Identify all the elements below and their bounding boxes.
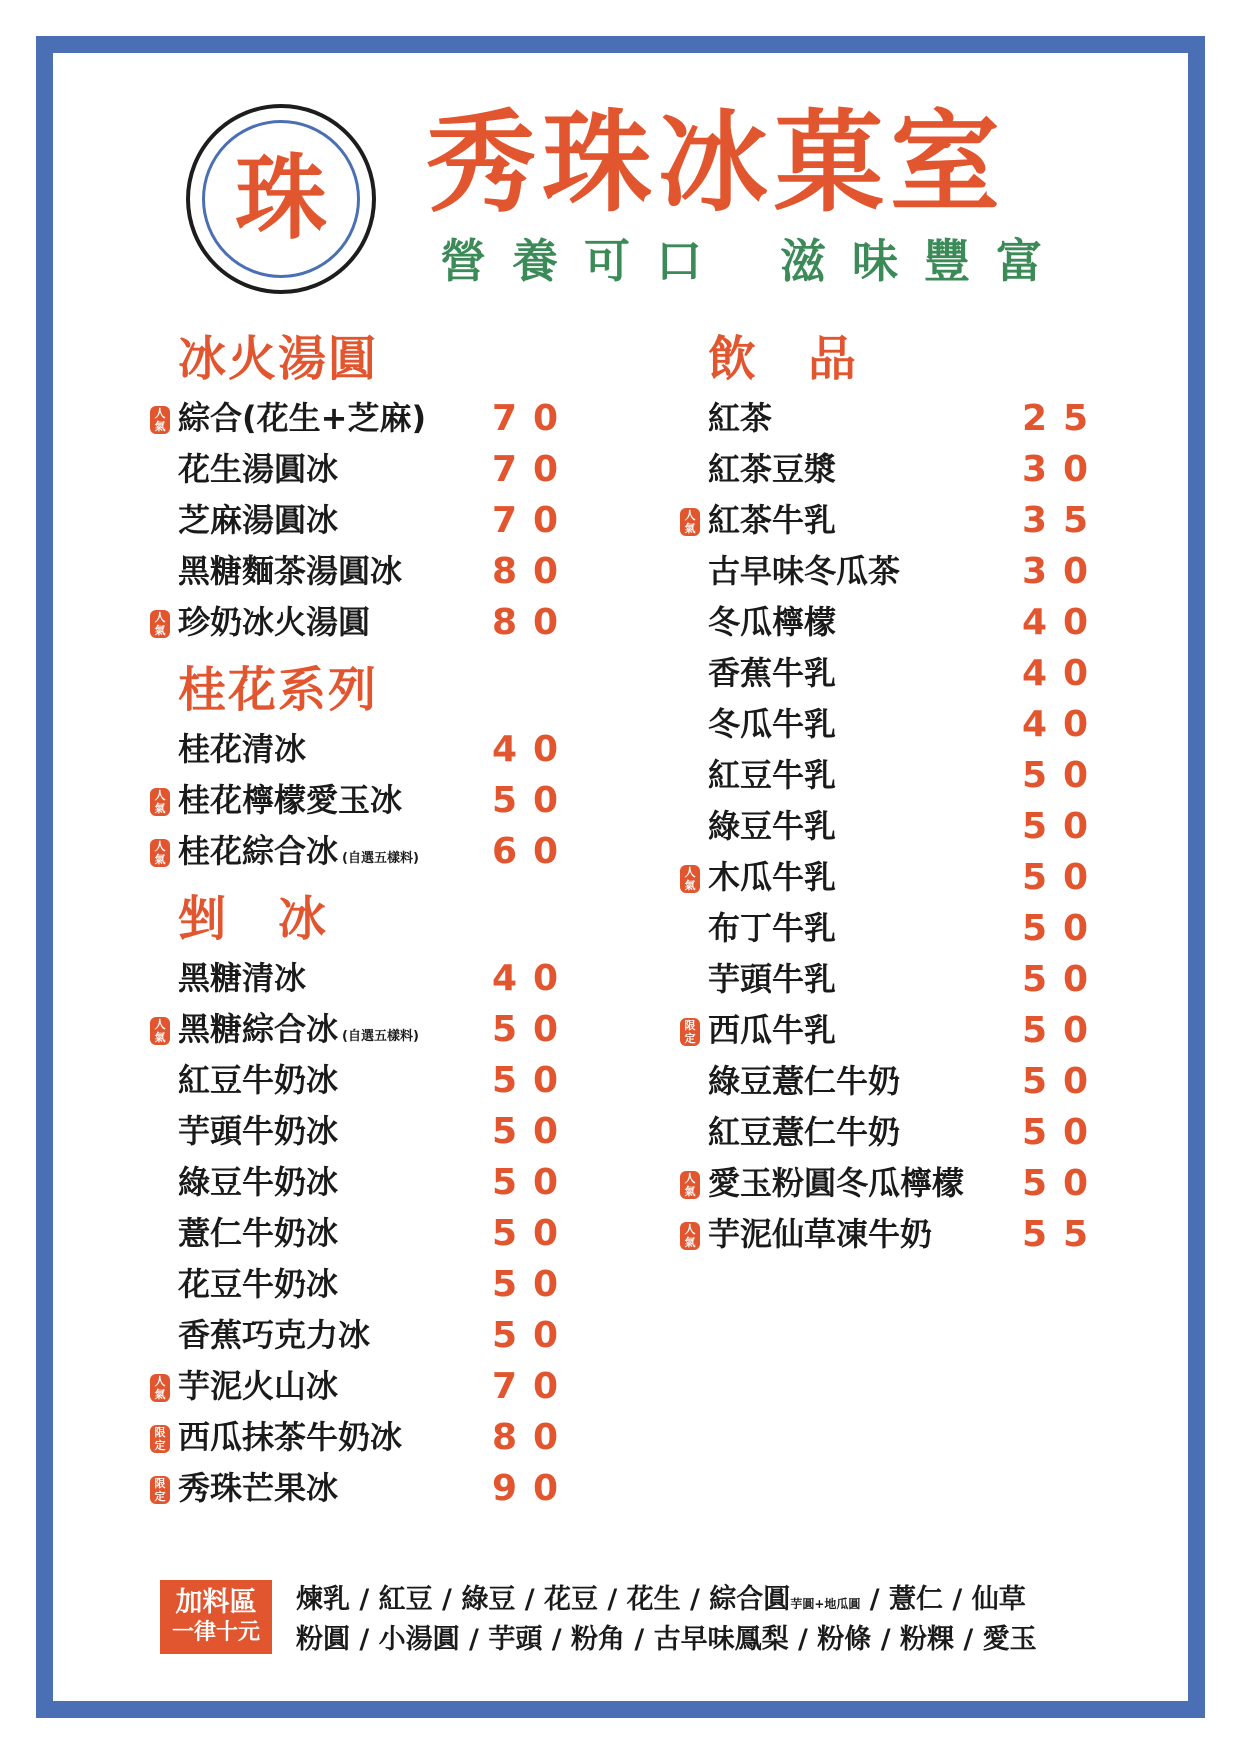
menu-item [680, 1056, 1105, 1107]
menu-item-name-text: 紅豆薏仁牛奶 [708, 1113, 901, 1151]
menu-item-name-text: 古早味冬瓜茶 [708, 552, 901, 590]
menu-item-name [178, 546, 402, 597]
menu-item [680, 1005, 1105, 1056]
menu-item [680, 495, 1105, 546]
addon-list [296, 1582, 1096, 1658]
menu-item [150, 1259, 575, 1310]
menu-item-name-text: 木瓜牛乳 [708, 858, 837, 896]
menu-item-price: 50 [492, 1009, 575, 1050]
menu-item [150, 495, 575, 546]
menu-item-name [178, 826, 419, 884]
section-title-shaved-ice: 剉 冰 [178, 891, 329, 947]
menu-item-price: 70 [492, 398, 575, 439]
menu-item-price: 50 [1022, 1112, 1105, 1153]
menu-item-name [178, 1412, 402, 1463]
popular-badge: 人 氣 [150, 1017, 170, 1045]
section-title-tangyuan: 冰火湯圓 [178, 331, 379, 387]
menu-item-name-text: 芋頭牛奶冰 [178, 1112, 339, 1150]
limited-badge: 限 定 [150, 1425, 170, 1453]
menu-item-name-text: 花生湯圓冰 [178, 450, 339, 488]
menu-item-name-text: 綠豆薏仁牛奶 [708, 1062, 901, 1100]
menu-item [680, 1107, 1105, 1158]
menu-item [150, 546, 575, 597]
menu-item-name [178, 1463, 338, 1514]
menu-item-name-text: 香蕉巧克力冰 [178, 1316, 371, 1354]
popular-badge: 人 氣 [680, 1222, 700, 1250]
menu-item-name [708, 393, 772, 444]
menu-item-price: 40 [1022, 704, 1105, 745]
menu-item-name [178, 953, 306, 1004]
menu-item-name [708, 546, 900, 597]
menu-item-name-text: 西瓜牛乳 [708, 1011, 837, 1049]
popular-badge: 人 氣 [680, 1171, 700, 1199]
menu-item-name-text: 桂花綜合冰 [178, 832, 339, 870]
menu-item [150, 1361, 575, 1412]
menu-item-price: 25 [1022, 398, 1105, 439]
menu-item-name [708, 750, 836, 801]
menu-item [680, 546, 1105, 597]
menu-item-name-text: 薏仁牛奶冰 [178, 1214, 339, 1252]
menu-item [680, 597, 1105, 648]
limited-badge: 限 定 [150, 1476, 170, 1504]
popular-badge: 人 氣 [680, 508, 700, 536]
menu-item-name [178, 495, 338, 546]
menu-item [680, 801, 1105, 852]
menu-item [680, 393, 1105, 444]
menu-item [150, 724, 575, 775]
menu-item-name-text: 芝麻湯圓冰 [178, 501, 339, 539]
menu-item-price: 40 [1022, 602, 1105, 643]
popular-badge: 人 氣 [150, 788, 170, 816]
menu-item [150, 1463, 575, 1514]
menu-item-price: 50 [1022, 857, 1105, 898]
slogan-part-a: 營養可口 [440, 234, 728, 288]
menu-item-price: 60 [492, 831, 575, 872]
menu-item-price: 90 [492, 1468, 575, 1509]
menu-item-price: 40 [1022, 653, 1105, 694]
menu-item-price: 50 [1022, 755, 1105, 796]
menu-item-name-text: 芋泥仙草凍牛奶 [708, 1215, 933, 1253]
menu-item-name-text: 紅豆牛奶冰 [178, 1061, 339, 1099]
menu-item-name [178, 1055, 338, 1106]
menu-item-price: 40 [492, 958, 575, 999]
slogan [440, 234, 1068, 288]
menu-item-name [708, 699, 836, 750]
menu-item-name-text: 珍奶冰火湯圓 [178, 603, 371, 641]
menu-item-price: 50 [1022, 908, 1105, 949]
menu-item-price: 50 [492, 1264, 575, 1305]
menu-item-price: 50 [492, 1162, 575, 1203]
menu-item-price: 40 [492, 729, 575, 770]
menu-item-name-text: 布丁牛乳 [708, 909, 837, 947]
menu-item-name [178, 393, 426, 444]
menu-item-name-text: 桂花清冰 [178, 730, 307, 768]
addon-line-1-tail: / 薏仁 / 仙草 [860, 1584, 1026, 1615]
menu-item-price: 50 [1022, 959, 1105, 1000]
menu-item-name-text: 紅茶 [708, 399, 773, 437]
menu-item-price: 50 [492, 1060, 575, 1101]
menu-item [150, 1106, 575, 1157]
menu-item [150, 1004, 575, 1055]
menu-item [680, 954, 1105, 1005]
menu-item-name-text: 冬瓜牛乳 [708, 705, 837, 743]
menu-item [150, 826, 575, 877]
popular-badge: 人 氣 [150, 610, 170, 638]
menu-item [680, 852, 1105, 903]
menu-item-price: 70 [492, 449, 575, 490]
popular-badge: 人 氣 [150, 406, 170, 434]
menu-item-name [708, 1158, 964, 1209]
addon-line-1 [296, 1582, 1096, 1622]
menu-item-name-text: 西瓜抹茶牛奶冰 [178, 1418, 403, 1456]
menu-item-price: 55 [1022, 1214, 1105, 1255]
menu-column-right [680, 331, 1105, 1260]
section-list-tangyuan [150, 393, 575, 648]
menu-item [150, 393, 575, 444]
addon-label-box [160, 1580, 272, 1654]
menu-item-price: 30 [1022, 551, 1105, 592]
menu-item-name [708, 954, 836, 1005]
menu-item-price: 50 [1022, 1061, 1105, 1102]
section-list-osmanthus [150, 724, 575, 877]
menu-item-name-text: 芋泥火山冰 [178, 1367, 339, 1405]
limited-badge: 限 定 [680, 1018, 700, 1046]
section-title-drinks: 飲 品 [708, 331, 859, 387]
menu-item [680, 648, 1105, 699]
menu-item-name-text: 黑糖清冰 [178, 959, 307, 997]
menu-item-name-text: 黑糖麵茶湯圓冰 [178, 552, 403, 590]
slogan-part-b: 滋味豐富 [780, 234, 1068, 288]
menu-item-name-text: 綜合(花生+芝麻) [178, 399, 427, 437]
shop-title: 秀珠冰菓室 [426, 99, 1006, 227]
menu-item-price: 50 [492, 1213, 575, 1254]
menu-item-price: 50 [1022, 806, 1105, 847]
menu-item-name [178, 1208, 338, 1259]
addon-price-note: 一律十元 [171, 1620, 260, 1645]
section-list-drinks [680, 393, 1105, 1260]
addon-line-1-main: 煉乳 / 紅豆 / 綠豆 / 花豆 / 花生 / 綜合圓 [296, 1584, 791, 1615]
menu-item [680, 444, 1105, 495]
menu-item-price: 50 [1022, 1163, 1105, 1204]
addon-label: 加料區 [175, 1587, 257, 1618]
menu-item [680, 1209, 1105, 1260]
menu-item-name [708, 1005, 836, 1056]
menu-item-name [708, 648, 836, 699]
menu-item-name-text: 桂花檸檬愛玉冰 [178, 781, 403, 819]
menu-item-name [708, 801, 836, 852]
menu-item-name [708, 903, 836, 954]
menu-item-name [178, 1004, 419, 1062]
menu-item-name [708, 1056, 900, 1107]
menu-item [150, 1412, 575, 1463]
menu-item [680, 1158, 1105, 1209]
menu-item-price: 50 [1022, 1010, 1105, 1051]
menu-column-left [150, 331, 575, 1514]
menu-item-name [178, 444, 338, 495]
menu-item-price: 50 [492, 1315, 575, 1356]
menu-item-name [178, 597, 370, 648]
menu-item [150, 597, 575, 648]
menu-item [680, 750, 1105, 801]
menu-item-name [708, 495, 836, 546]
menu-item-name [178, 1361, 338, 1412]
menu-item-name-text: 紅豆牛乳 [708, 756, 837, 794]
section-list-shaved-ice [150, 953, 575, 1514]
menu-item-price: 50 [492, 780, 575, 821]
menu-item-name-text: 芋頭牛乳 [708, 960, 837, 998]
menu-item [150, 1157, 575, 1208]
menu-item-price: 35 [1022, 500, 1105, 541]
menu-item-price: 80 [492, 602, 575, 643]
menu-item-name-text: 綠豆牛乳 [708, 807, 837, 845]
menu-item-price: 50 [492, 1111, 575, 1152]
menu-item-price: 30 [1022, 449, 1105, 490]
menu-item-name [708, 852, 836, 903]
menu-item-price: 80 [492, 551, 575, 592]
menu-item-name-text: 香蕉牛乳 [708, 654, 837, 692]
menu-item-name-text: 紅茶牛乳 [708, 501, 837, 539]
menu-item-name-text: 紅茶豆漿 [708, 450, 837, 488]
menu-item [150, 1310, 575, 1361]
menu-item-name [708, 597, 836, 648]
popular-badge: 人 氣 [150, 1374, 170, 1402]
menu-item-name-text: 綠豆牛奶冰 [178, 1163, 339, 1201]
popular-badge: 人 氣 [150, 839, 170, 867]
menu-item-name [708, 444, 836, 495]
menu-item-price: 70 [492, 500, 575, 541]
menu-item [150, 1055, 575, 1106]
menu-item-name [178, 724, 306, 775]
menu-item-price: 80 [492, 1417, 575, 1458]
section-title-osmanthus: 桂花系列 [178, 662, 379, 718]
menu-item-name-text: 黑糖綜合冰 [178, 1010, 339, 1048]
menu-item [150, 953, 575, 1004]
menu-item-price: 70 [492, 1366, 575, 1407]
logo-character: 珠 [202, 120, 360, 278]
menu-item-note: (自選五樣料) [342, 1029, 419, 1044]
menu-item [150, 1208, 575, 1259]
menu-item [680, 903, 1105, 954]
menu-item-name-text: 秀珠芒果冰 [178, 1469, 339, 1507]
menu-item [680, 699, 1105, 750]
menu-item-name-text: 花豆牛奶冰 [178, 1265, 339, 1303]
shop-logo [186, 104, 376, 294]
menu-item-name [708, 1107, 900, 1158]
menu-item-name [178, 775, 402, 826]
menu-item-name [178, 1157, 338, 1208]
popular-badge: 人 氣 [680, 865, 700, 893]
menu-item-name [708, 1209, 932, 1260]
addon-line-1-note: 芋圓+地瓜圓 [790, 1597, 861, 1611]
addon-line-2: 粉圓 / 小湯圓 / 芋頭 / 粉角 / 古早味鳳梨 / 粉條 / 粉粿 / 愛玉 [296, 1624, 1037, 1655]
menu-item-name [178, 1310, 370, 1361]
menu-item-note: (自選五樣料) [342, 851, 419, 866]
menu-item-name [178, 1106, 338, 1157]
menu-item [150, 775, 575, 826]
menu-item [150, 444, 575, 495]
menu-item-name [178, 1259, 338, 1310]
menu-item-name-text: 愛玉粉圓冬瓜檸檬 [708, 1164, 965, 1202]
menu-item-name-text: 冬瓜檸檬 [708, 603, 837, 641]
